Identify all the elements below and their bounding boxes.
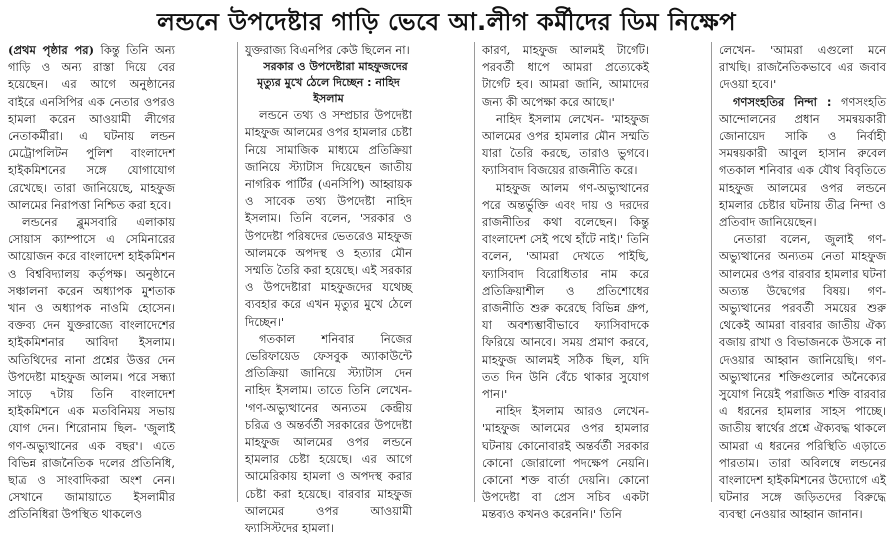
paragraph: লন্ডনে তথ্য ও সম্প্রচার উপদেষ্টা মাহফুজ আলমের ওপর হামলার চেষ্টা নিয়ে সামাজিক মাধ্যমে প্রতিক্রিয়া জানিয়ে স্ট্যাটাস দিয়েছেন জাতীয় নাগরিক পার্টির (এনসিপি) আহ্বায়ক ও সাবেক তথ্য উপদেষ্টা নাহিদ ইসলাম। তিনি বলেন, 'সরকার ও উপদেষ্টা পরিষদের ভেতরেও মাহফুজ আলমকে অপদস্থ ও হত্যার মৌন সম্মতি তৈরি করা হয়েছে। এই সরকার ও উপদেষ্টারা মাহফুজদের যথেচ্ছ ব্যবহার করে এখন মৃত্যুর মুখে ঠেলে দিচ্ছেন।' [245, 108, 412, 329]
headline: লন্ডনে উপদেষ্টার গাড়ি ভেবে আ.লীগ কর্মীদের ডিম নিক্ষেপ [156, 8, 737, 36]
paragraph: যুক্তরাজ্য বিএনপির কেউ ছিলেন না। [245, 43, 410, 57]
column-1 [8, 42, 176, 522]
paragraph-text: গণসংহতি আন্দোলনের প্রধান সমন্বয়কারী জোনায়েদ সাকি ও নির্বাহী সমন্বয়কারী আবুল হাসান রুবেল গতকাল শনিবার এক যৌথ বিবৃতিতে মাহফুজ আলমের ওপর লন্ডনে হামলার চেষ্টার ঘটনায় তীব্র নিন্দা ও প্রতিবাদ জানিয়েছেন। [719, 94, 887, 230]
section-heading: গণসংহতির নিন্দা : [733, 94, 832, 109]
continuation-label: (প্রথম পৃষ্ঠার পর) [8, 43, 95, 57]
paragraph [719, 94, 886, 232]
column-2 [237, 42, 412, 536]
paragraph: গতকাল শনিবার নিজের ভেরিফায়েড ফেসবুক অ্যাকাউন্টে প্রতিক্রিয়া জানিয়ে স্ট্যাটাস দেন নাহিদ ইসলাম। তাতে তিনি লেখেন- 'গণ-অভ্যুত্থানের অন্যতম কেন্দ্রীয় চরিত্র ও অন্তর্বর্তী সরকারের উপদেষ্টা মাহফুজ আলমের ওপর লন্ডনে হামলার চেষ্টা হয়েছে। এর আগে আমেরিকায় হামলা ও অপদস্থ করার চেষ্টা করা হয়েছে। বারবার মাহফুজ আলমের ওপর আওয়ামী ফ্যাসিস্টদের হামলা। [245, 331, 412, 536]
paragraph: মাহফুজ আলম গণ-অভ্যুত্থানের পরে অন্তর্ভুক্তি এবং দায় ও দরদের রাজনীতির কথা বলেছেন। কিন্তু বাংলাদেশ সেই পথে হাঁটে নাই।' তিনি বলেন, 'আমরা দেখতে পাইছি, ফ্যাসিবাদ বিরোধিতার নাম করে প্রতিক্রিয়াশীল ও প্রতিশোধের রাজনীতি শুরু করেছে বিভিন্ন গ্রুপ, যা অবশ্যম্ভাবীভাবে ফ্যাসিবাদকে ফিরিয়ে আনবে। সময় প্রমাণ করবে, মাহফুজ আলমই সঠিক ছিল, যদি তত দিন উনি বেঁচে থাকার সুযোগ পান।' [482, 180, 649, 402]
paragraph-text: কিন্তু তিনি অন্য গাড়ি ও অন্য রাস্তা দিয়ে বের হয়েছেন। এর আগে অনুষ্ঠানের বাইরে এনসিপির এক নেতার ওপরও হামলা করেন আওয়ামী লীগের নেতাকর্মীরা। এ ঘটনায় লন্ডন মেট্রোপলিটন পুলিশ বাংলাদেশ হাইকমিশনের সঙ্গে যোগাযোগ রেখেছে। তারা জানিয়েছে, মাহফুজ আলমের নিরাপত্তা নিশ্চিত করা হবে। [8, 43, 176, 212]
paragraph: নাহিদ ইসলাম লেখেন- 'মাহফুজ আলমের ওপর হামলার মৌন সম্মতি যারা তৈরি করছে, তারাও ভুগবে। ফ্যাসিবাদ বিজয়ের রাজনীতি করে। [482, 111, 649, 178]
paragraph: কারণ, মাহফুজ আলমই টার্গেট। পরবর্তী ধাপে আমরা প্রত্যেকেই টার্গেট হব। আমরা জানি, আমাদের জন্য কী অপেক্ষা করে আছে।' [482, 43, 649, 109]
paragraph: নেতারা বলেন, জুলাই গণ-অভ্যুত্থানের অন্যতম নেতা মাহফুজ আলমের ওপর বারবার হামলার ঘটনা অত্যন্ত উদ্বেগের বিষয়। গণ-অভ্যুত্থানের পরবর্তী সময়ের শুরু থেকেই আমরা বারবার জাতীয় ঐক্য বজায় রাখা ও বিভাজনকে উসকে না দেওয়ার আহ্বান জানিয়েছি। গণ-অভ্যুত্থানের শক্তিগুলোর অনৈক্যের সুযোগ নিয়েই পরাজিত শক্তি বারবার এ ধরনের হামলার সাহস পাচ্ছে। জাতীয় স্বার্থের প্রশ্নে ঐক্যবদ্ধ থাকলে আমরা এ ধরনের পরিস্থিতি এড়াতে পারতাম। তারা অবিলম্বে লন্ডনের বাংলাদেশ হাইকমিশনের উদ্যোগে এই ঘটনার সঙ্গে জড়িতদের বিরুদ্ধে ব্যবস্থা নেওয়ার আহ্বান জানান। [719, 232, 886, 522]
paragraph: নাহিদ ইসলাম আরও লেখেন- 'মাহফুজ আলমের ওপর হামলার ঘটনায় কোনোবারই অন্তর্বর্তী সরকার কোনো জোরালো পদক্ষেপ নেয়নি। কোনো শক্ত বার্তা দেয়নি। কোনো উপদেষ্টা বা প্রেস সচিব একটা মন্তব্যও কখনও করেননি।' তিনি [482, 404, 649, 522]
paragraph: লেখেন- 'আমরা এগুলো মনে রাখছি। রাজনৈতিকভাবে এর জবাব দেওয়া হবে।' [719, 43, 886, 92]
paragraph [8, 42, 175, 214]
paragraph: লন্ডনের ব্লুমসবারি এলাকায় সোয়াস ক্যাম্পাসে এ সেমিনারের আয়োজন করে বাংলাদেশ হাইকমিশন ও বিশ্ববিদ্যালয় কর্তৃপক্ষ। অনুষ্ঠানে সঞ্চালনা করেন অধ্যাপক মুশতাক খান ও অধ্যাপক নাওমি হোসেন। বক্তব্য দেন যুক্তরাজ্যে বাংলাদেশের হাইকমিশনার আবিদা ইসলাম। অতিথিদের নানা প্রশ্নের উত্তর দেন উপদেষ্টা মাহফুজ আলম। পরে সন্ধ্যা সাড়ে ৭টায় তিনি বাংলাদেশ হাইকমিশনে এক মতবিনিময় সভায় যোগ দেন। শিরোনাম ছিল- 'জুলাই গণ-অভ্যুত্থানের এক বছর'। এতে বিভিন্ন রাজনৈতিক দলের প্রতিনিধি, ছাত্র ও সাংবাদিকরা অংশ নেন। সেখানে জামায়াতে ইসলামীর প্রতিনিধিরা উপস্থিত থাকলেও [8, 215, 175, 522]
column-4 [711, 42, 887, 522]
column-3 [474, 42, 649, 522]
article-columns [8, 42, 887, 536]
subheading: সরকার ও উপদেষ্টারা মাহফুজদের মৃত্যুর মুখে ঠেলে দিচ্ছেন : নাহিদ ইসলাম [257, 60, 408, 106]
